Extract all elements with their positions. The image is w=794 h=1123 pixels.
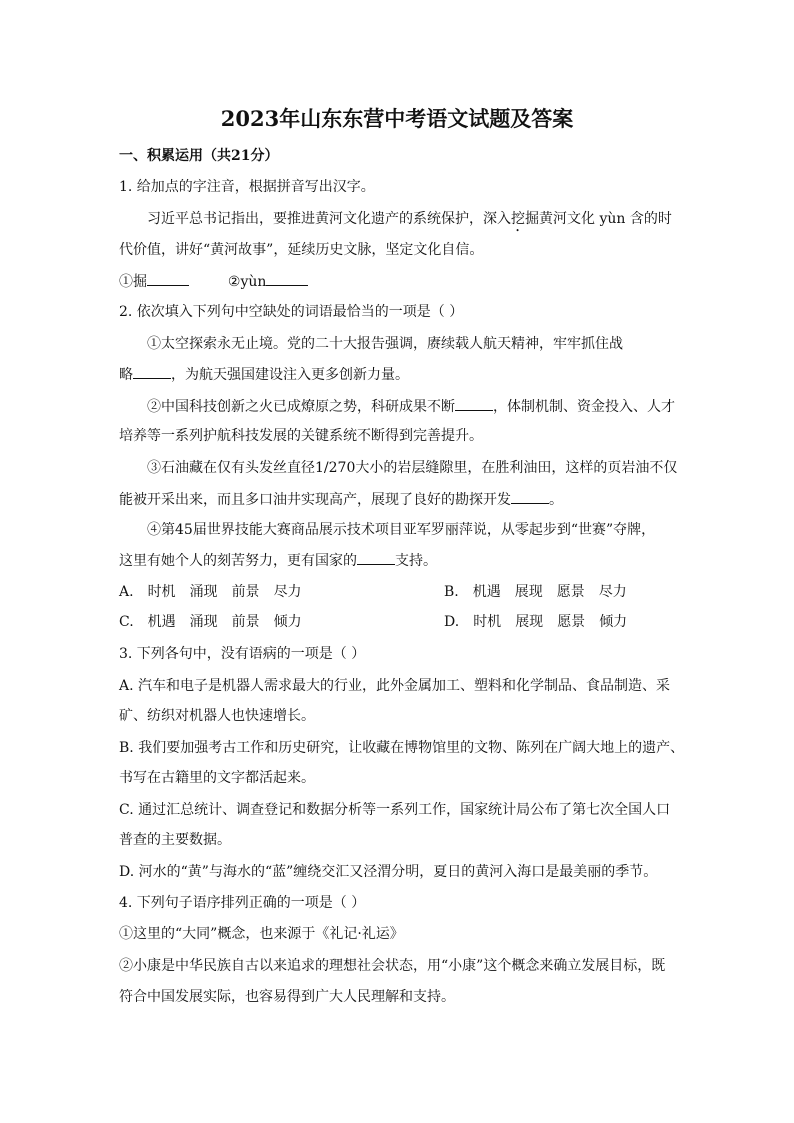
q3-option-c-2: 普查的主要数据。 xyxy=(119,832,231,848)
q2-sentence-4a: ④第45届世界技能大赛商品展示技术项目亚军罗丽萍说，从零起步到“世赛”夺牌， xyxy=(147,522,656,538)
blank-4[interactable] xyxy=(357,550,395,565)
q2-sentence-2a: ②中国科技创新之火已成燎原之势，科研成果不断 ，体制机制、资金投入、人才 xyxy=(147,396,677,417)
q2-sentence-1b: 略 ，为航天强国建设注入更多创新力量。 xyxy=(119,364,679,385)
option-c[interactable]: C. 机遇 涌现 前景 倾力 xyxy=(119,614,302,630)
q3-stem: 3. 下列各句中，没有语病的一项是（ ） xyxy=(119,646,366,662)
q2-sentence-3b: 能被开采出来，而且多口油井实现高产，展现了良好的勘探开发 。 xyxy=(119,489,679,510)
q3-option-b-2: 书写在古籍里的文字都活起来。 xyxy=(119,770,315,786)
q3-option-d[interactable]: D. 河水的“黄”与海水的“蓝”缠绕交汇又泾渭分明，夏日的黄河入海口是最美丽的季节。 xyxy=(119,864,658,880)
q4-sentence-2b: 符合中国发展实际，也容易得到广大人民理解和支持。 xyxy=(119,989,455,1005)
answer-1-label: ①掘 xyxy=(119,274,147,290)
q2-sentence-1a: ①太空探索永无止境。党的二十大报告强调，赓续载人航天精神，牢牢抓住战 xyxy=(147,336,623,352)
document-title: 2023年山东东营中考语文试题及答案 xyxy=(220,106,574,131)
blank-2[interactable] xyxy=(455,396,493,411)
q3-option-a-2: 矿、纺织对机器人也快速增长。 xyxy=(119,708,315,724)
answer-2-label: ②yùn xyxy=(227,274,267,290)
section-heading: 一、积累运用（共21分） xyxy=(119,148,279,164)
q2-sentence-3a: ③石油藏在仅有头发丝直径1/270大小的岩层缝隙里，在胜利油田，这样的页岩油不仅 xyxy=(147,460,678,476)
option-b[interactable]: B. 机遇 展现 愿景 尽力 xyxy=(444,584,627,600)
option-d[interactable]: D. 时机 展现 愿景 倾力 xyxy=(444,614,628,630)
q2-sentence-4b: 这里有她个人的刻苦努力，更有国家的 支持。 xyxy=(119,550,679,571)
q1-answers xyxy=(119,271,679,292)
q3-option-c-1[interactable]: C. 通过汇总统计、调查登记和数据分析等一系列工作，国家统计局公布了第七次全国人口 xyxy=(119,802,671,818)
dotted-char: 挖 xyxy=(511,211,525,227)
q3-option-a-1[interactable]: A. 汽车和电子是机器人需求最大的行业，此外金属加工、塑料和化学制品、食品制造、采 xyxy=(119,678,671,694)
q4-sentence-1: ①这里的“大同”概念，也来源于《礼记·礼运》 xyxy=(119,926,404,942)
blank-3[interactable] xyxy=(511,489,549,504)
q4-sentence-2a: ②小康是中华民族自古以来追求的理想社会状态，用“小康”这个概念来确立发展目标，既 xyxy=(119,958,666,974)
q1-passage-line-1: 习近平总书记指出，要推进黄河文化遗产的系统保护，深入挖掘黄河文化 yùn 含的时 xyxy=(147,211,672,227)
q2-sentence-2b: 培养等一系列护航科技发展的关键系统不断得到完善提升。 xyxy=(119,428,483,444)
q1-passage-line-2: 代价值，讲好“黄河故事”，延续历史文脉，坚定文化自信。 xyxy=(119,242,484,258)
blank-1[interactable] xyxy=(133,364,171,379)
answer-2-blank[interactable] xyxy=(266,271,308,286)
q1-stem: 1. 给加点的字注音，根据拼音写出汉字。 xyxy=(119,179,375,195)
option-a[interactable]: A. 时机 涌现 前景 尽力 xyxy=(119,584,302,600)
q4-stem: 4. 下列句子语序排列正确的一项是（ ） xyxy=(119,895,366,911)
q2-stem: 2. 依次填入下列句中空缺处的词语最恰当的一项是（ ） xyxy=(119,304,464,320)
q3-option-b-1[interactable]: B. 我们要加强考古工作和历史研究，让收藏在博物馆里的文物、陈列在广阔大地上的遗产、 xyxy=(119,740,685,756)
answer-1-blank[interactable] xyxy=(147,271,189,286)
